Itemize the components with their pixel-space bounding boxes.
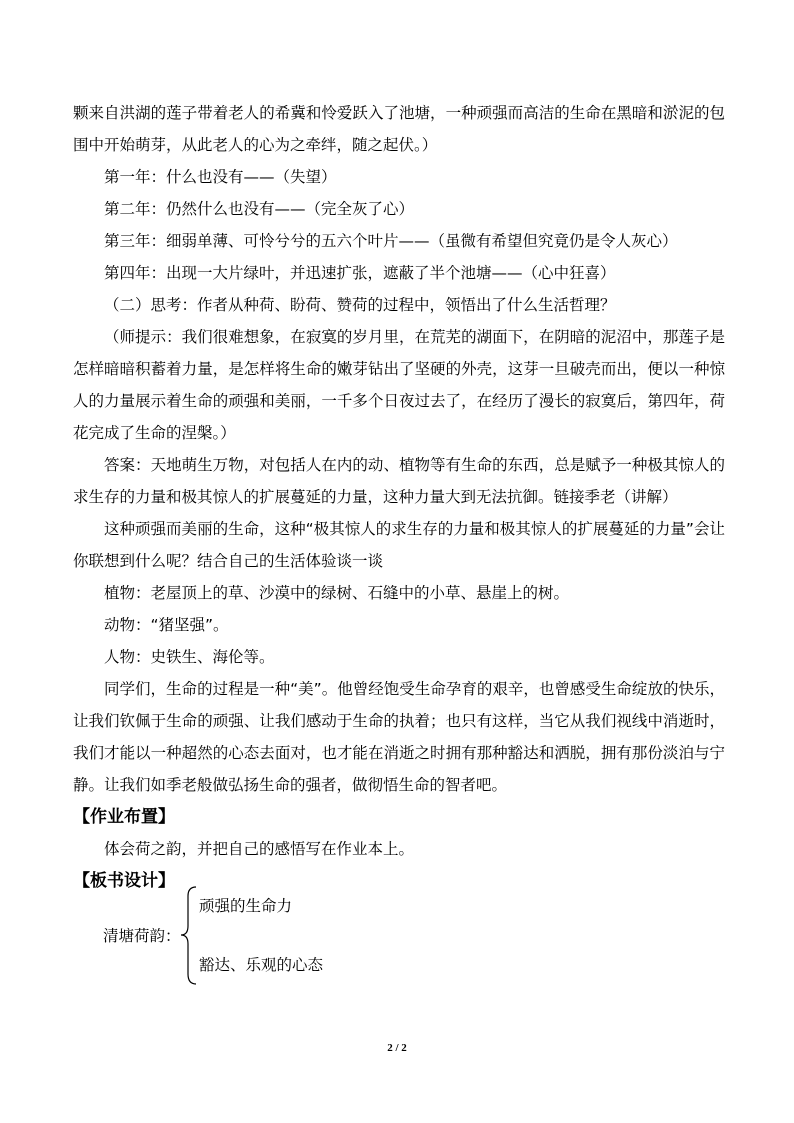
curly-brace-icon xyxy=(180,886,198,986)
paragraph-year-2: 第二年：仍然什么也没有——（完全灰了心） xyxy=(104,200,415,218)
homework-text: 体会荷之韵，并把自己的感悟写在作业本上。 xyxy=(104,840,415,858)
board-label: 清塘荷韵： xyxy=(103,927,181,945)
paragraph-year-1: 第一年：什么也没有——（失望） xyxy=(104,168,337,186)
paragraph-plants: 植物：老屋顶上的草、沙漠中的绿树、石缝中的小草、悬崖上的树。 xyxy=(104,584,570,602)
board-design-heading: 【板书设计】 xyxy=(73,871,175,891)
lesson-body xyxy=(73,97,725,897)
board-item-attitude: 豁达、乐观的心态 xyxy=(199,956,324,974)
paragraph-year-4: 第四年：出现一大片绿叶，并迅速扩张，遮蔽了半个池塘——（心中狂喜） xyxy=(104,264,616,282)
paragraph-question: （二）思考：作者从种荷、盼荷、赞荷的过程中，领悟出了什么生活哲理？ xyxy=(104,296,616,314)
board-design-diagram xyxy=(103,886,403,986)
paragraph-animals: 动物：“猪坚强”。 xyxy=(104,616,229,634)
paragraph-conclusion: 同学们，生命的过程是一种“美”。他曾经饱受生命孕育的艰辛，也曾感受生命绽放的快乐，让我们钦佩于生命的顽强、让我们感动于生命的执着；也只有这样，当它从我们视线中消逝时，我们才能以一种超然的心态去面对，也才能在消逝之时拥有那种豁达和洒脱，拥有那份淡泊与宁静。让我们如季老般做弘扬生命的强者，做彻悟生命的智者吧。 xyxy=(73,680,725,794)
paragraph-year-3: 第三年：细弱单薄、可怜兮兮的五六个叶片——（虽微有希望但究竟仍是令人灰心） xyxy=(104,232,678,250)
board-item-vitality: 顽强的生命力 xyxy=(199,897,293,915)
paragraph-lotus-seed: 颗来自洪湖的莲子带着老人的希冀和怜爱跃入了池塘，一种顽强而高洁的生命在黑暗和淤泥的包围中开始萌芽，从此老人的心为之牵绊，随之起伏。） xyxy=(73,104,725,154)
paragraph-teacher-hint: （师提示：我们很难想象，在寂寞的岁月里，在荒芜的湖面下，在阴暗的泥沼中，那莲子是怎样暗暗积蓄着力量，是怎样将生命的嫩芽钻出了坚硬的外壳，这芽一旦破壳而出，便以一种惊人的力量展示着生命的顽强和美丽，一千多个日夜过去了，在经历了漫长的寂寞后，第四年，荷花完成了生命的涅槃。） xyxy=(73,328,725,442)
page-number: 2 / 2 xyxy=(387,1042,407,1054)
paragraph-people: 人物：史铁生、海伦等。 xyxy=(104,648,275,666)
paragraph-association: 这种顽强而美丽的生命，这种“极其惊人的求生存的力量和极其惊人的扩展蔓延的力量”会让你联想到什么呢？结合自己的生活体验谈一谈 xyxy=(73,520,725,570)
homework-heading: 【作业布置】 xyxy=(73,807,175,827)
paragraph-answer: 答案：天地萌生万物，对包括人在内的动、植物等有生命的东西，总是赋予一种极其惊人的求生存的力量和极其惊人的扩展蔓延的力量，这种力量大到无法抗御。链接季老（讲解） xyxy=(73,456,725,506)
